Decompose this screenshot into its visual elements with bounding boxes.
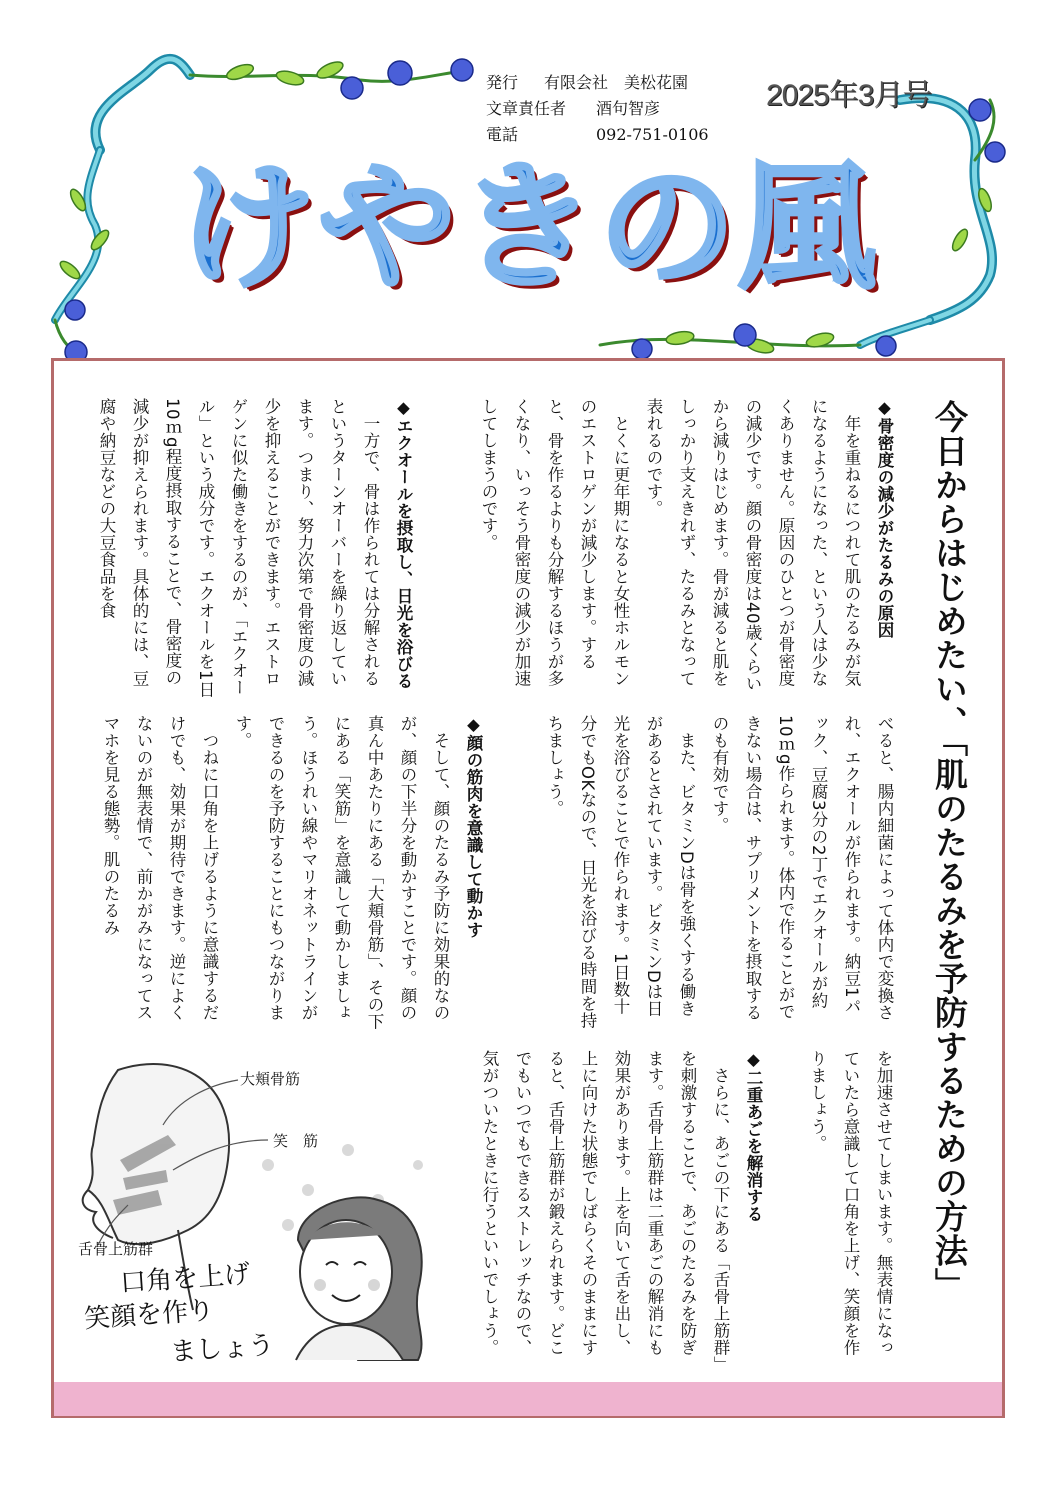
caption-line-2: 笑顔を作り xyxy=(83,1295,216,1335)
label-suprahyoid: 舌骨上筋群 xyxy=(78,1240,154,1258)
section-heading-bone-density: ◆骨密度の減少がたるみの原因 xyxy=(875,398,894,639)
caption-line-1: 口角を上げ xyxy=(119,1259,252,1299)
column-d xyxy=(90,715,490,1030)
issue-date: 2025年3月号 xyxy=(766,79,932,112)
column-c xyxy=(535,715,901,1030)
phone-label: 電話 xyxy=(486,125,519,144)
phone-value: 092-751-0106 xyxy=(596,125,709,144)
publisher-label: 発行 xyxy=(486,73,519,92)
face-muscle-illustration xyxy=(58,1050,448,1380)
column-f xyxy=(430,1050,770,1370)
footer-bar xyxy=(54,1382,1002,1416)
caption-line-3: ましょう xyxy=(169,1330,276,1368)
paragraph: とくに更年期になると女性ホルモンのエストロゲンが減少します。すると、骨を作るよりも分解するほうが多くなり、いっそう骨密度の減少が加速してしまうのです。 xyxy=(479,398,630,687)
column-b xyxy=(90,398,420,698)
newsletter-title: けやきの風 xyxy=(178,147,879,308)
publisher-info xyxy=(486,70,709,148)
column-e xyxy=(800,1050,900,1370)
paragraph: べると、腸内細菌によって体内で変換され、エクオールが作られます。納豆1パック、豆腐3分の2丁でエクオールが約10ｍg作られます。体内で作ることができない場合は、サプリメントを摂取するのも有効です。 xyxy=(710,715,894,1021)
paragraph: 年を重ねるにつれて肌のたるみが気になるようになった、という人は少なくありません。原因のひとつが骨密度の減少です。顔の骨密度は40歳くらいから減りはじめます。骨が減ると肌をしっかり支えきれず、たるみとなって表れるのです。 xyxy=(644,398,861,692)
column-a xyxy=(455,398,901,698)
editor-label: 文章責任者 xyxy=(486,99,567,118)
section-heading-double-chin: ◆二重あごを解消する xyxy=(744,1050,763,1223)
label-risorius: 笑 筋 xyxy=(273,1132,319,1150)
paragraph: さらに、あごの下にある「舌骨上筋群」を刺激することで、あごのたるみを防ぎます。舌骨上筋群は二重あごの解消にも効果があります。上を向いて舌を出し、上に向けた状態でしばらくそのままにすると、舌骨上筋群が鍛えられます。どこでもいつでもできるストレッチなので、気がついたときに行うといいでしょう。 xyxy=(480,1050,730,1365)
paragraph: また、ビタミンDは骨を強くする働きがあるとされています。ビタミンDは日光を浴びることで作られます。1日数十分でもOKなので、日光を浴びる時間を持ちましょう。 xyxy=(545,715,696,1029)
publisher-value: 有限会社 美松花園 xyxy=(544,73,689,92)
paragraph: を加速させてしまいます。無表情になっていたら意識して口角を上げ、笑顔を作りましょう。 xyxy=(808,1050,893,1356)
section-heading-face-muscles: ◆顔の筋肉を意識して動かす xyxy=(464,715,483,939)
paragraph: 一方で、骨は作られては分解されるというターンオーバーを繰り返しています。つまり、努力次第で骨密度の減少を抑えることができます。エストロゲンに似た働きをするのが、「エクオール」という成分です。エクオールを1日10ｍg程度摂取することで、骨密度の減少が抑えられます。具体的には、豆腐や納豆などの大豆食品を食 xyxy=(97,398,380,698)
article-headline: 今日からはじめたい、「肌のたるみを予防するための方法」 xyxy=(930,400,969,1302)
paragraph: つねに口角を上げるように意識するだけでも、効果が期待できます。逆によくないのが無表情で、前かがみになってスマホを見る態勢。肌のたるみ xyxy=(101,715,219,1021)
label-zygomaticus: 大頬骨筋 xyxy=(240,1070,301,1088)
section-heading-equol: ◆エクオールを摂取し、日光を浴びる xyxy=(394,398,413,690)
paragraph: そして、顔のたるみ予防に効果的なのが、顔の下半分を動かすことです。顔の真ん中あたりにある「大頬骨筋」、その下にある「笑筋」を意識して動かしましょう。ほうれい線やマリオネットラインができるのを予防することにもつながります。 xyxy=(233,715,450,1030)
editor-value: 酒句智彦 xyxy=(596,99,661,118)
